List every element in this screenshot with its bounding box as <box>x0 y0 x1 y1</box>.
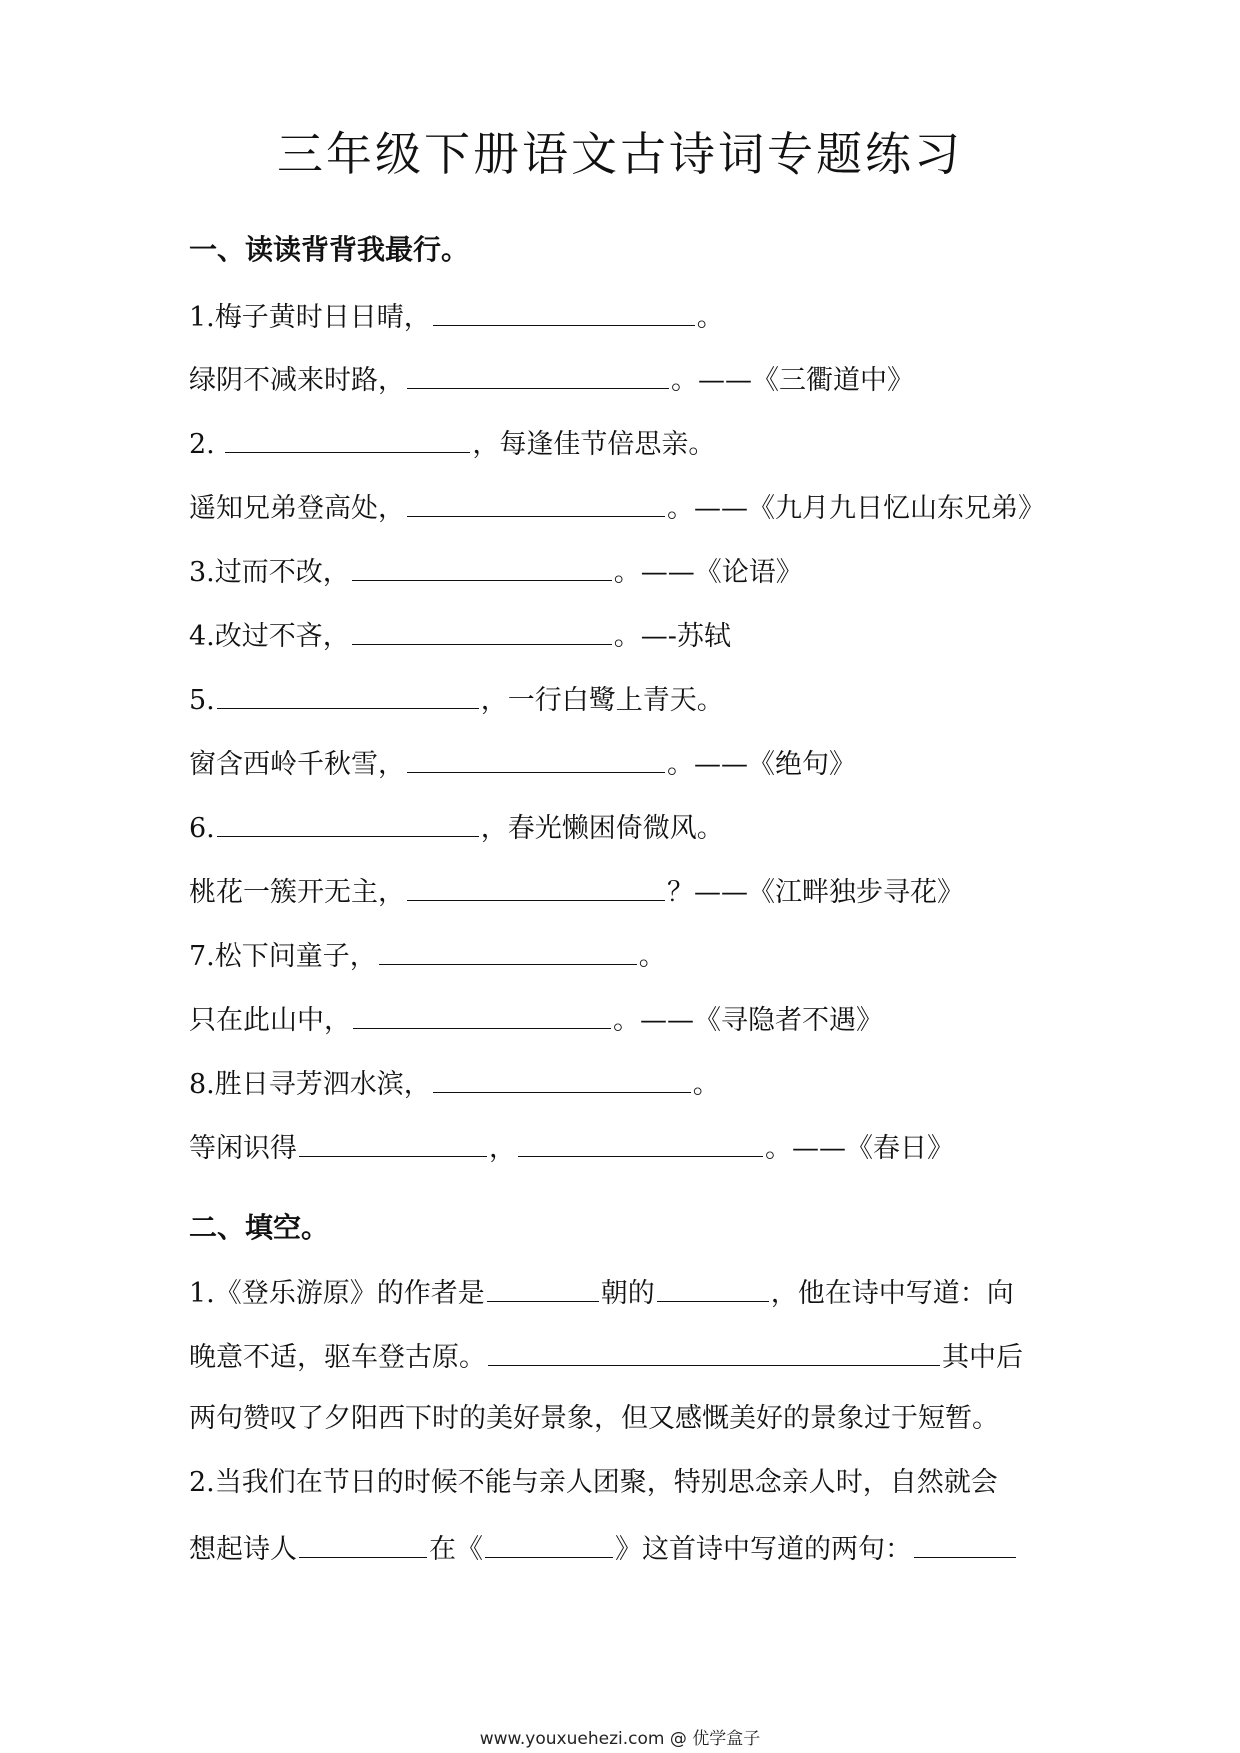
exercise-line: 遥知兄弟登高处， 。——《九月九日忆山东兄弟》 <box>189 486 1045 526</box>
exercise-line: 1.《登乐游原》的作者是 朝的 ，他在诗中写道：向 <box>189 1271 1014 1311</box>
answer-blank[interactable] <box>487 1271 599 1302</box>
exercise-line: 想起诗人 在《 》这首诗中写道的两句： <box>189 1527 1018 1567</box>
answer-blank[interactable] <box>299 1126 487 1157</box>
answer-blank[interactable] <box>914 1527 1016 1558</box>
exercise-line: 1.梅子黄时日日晴， 。 <box>189 295 724 335</box>
answer-blank[interactable] <box>352 550 612 581</box>
page-title: 三年级下册语文古诗词专题练习 <box>277 127 963 181</box>
section-heading-1: 一、读读背背我最行。 <box>189 233 470 266</box>
answer-blank[interactable] <box>379 934 637 965</box>
exercise-line: 2.当我们在节日的时候不能与亲人团聚，特别思念亲人时，自然就会 <box>189 1467 998 1498</box>
exercise-line: 7.松下问童子， 。 <box>189 934 666 974</box>
answer-blank[interactable] <box>353 998 611 1029</box>
answer-blank[interactable] <box>352 614 612 645</box>
answer-blank[interactable] <box>433 1062 691 1093</box>
exercise-line: 8.胜日寻芳泗水滨， 。 <box>189 1062 720 1102</box>
exercise-line: 绿阴不减来时路， 。——《三衢道中》 <box>189 358 914 398</box>
exercise-line: 5. ，一行白鹭上青天。 <box>189 678 724 718</box>
answer-blank[interactable] <box>485 1527 613 1558</box>
answer-blank[interactable] <box>657 1271 769 1302</box>
answer-blank[interactable] <box>407 742 665 773</box>
answer-blank[interactable] <box>518 1126 763 1157</box>
exercise-line: 4.改过不吝， 。—-苏轼 <box>189 614 731 654</box>
answer-blank[interactable] <box>407 358 669 389</box>
answer-blank[interactable] <box>299 1527 427 1558</box>
exercise-line: 晚意不适，驱车登古原。 其中后 <box>189 1335 1023 1375</box>
answer-blank[interactable] <box>407 870 665 901</box>
answer-blank[interactable] <box>433 295 695 326</box>
answer-blank[interactable] <box>225 422 470 453</box>
exercise-line: 两句赞叹了夕阳西下时的美好景象，但又感慨美好的景象过于短暂。 <box>189 1403 999 1434</box>
exercise-line: 2. ，每逢佳节倍思亲。 <box>189 422 715 462</box>
exercise-line: 6. ，春光懒困倚微风。 <box>189 806 724 846</box>
answer-blank[interactable] <box>407 486 665 517</box>
answer-blank[interactable] <box>488 1335 940 1366</box>
answer-blank[interactable] <box>217 678 479 709</box>
exercise-line: 等闲识得 ， 。——《春日》 <box>189 1126 954 1166</box>
answer-blank[interactable] <box>217 806 479 837</box>
exercise-line: 窗含西岭千秋雪， 。——《绝句》 <box>189 742 856 782</box>
exercise-line: 桃花一簇开无主， ？——《江畔独步寻花》 <box>189 870 964 910</box>
exercise-line: 3.过而不改， 。——《论语》 <box>189 550 803 590</box>
exercise-line: 只在此山中， 。——《寻隐者不遇》 <box>189 998 883 1038</box>
section-heading-2: 二、填空。 <box>189 1211 330 1244</box>
footer-watermark: www.youxuehezi.com @ 优学盒子 <box>479 1729 761 1749</box>
